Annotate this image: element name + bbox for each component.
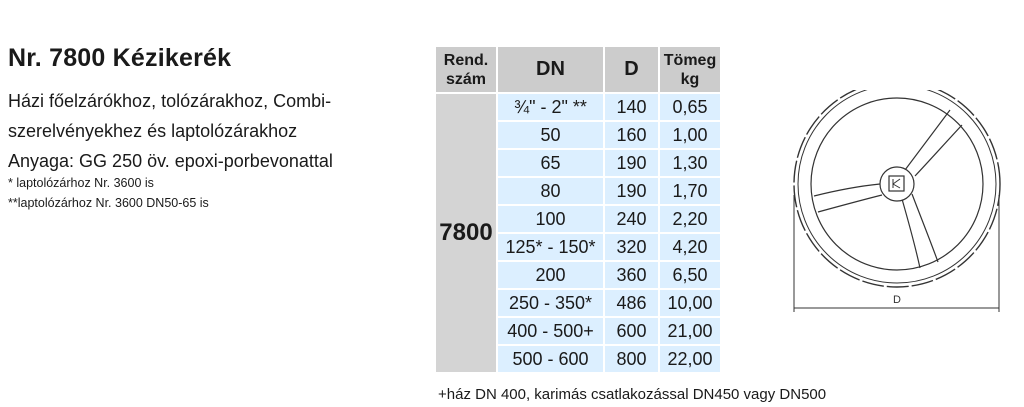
header-rend-line2: szám	[445, 70, 487, 88]
kg-cell: 6,50	[659, 261, 721, 289]
d-cell: 240	[604, 205, 659, 233]
header-tomeg-line2: kg	[680, 70, 700, 88]
wheel-hub	[880, 167, 914, 201]
description-line-3: Anyaga: GG 250 öv. epoxi-porbevonattal	[8, 151, 333, 171]
header-tomeg-line1: Tömeg	[663, 51, 717, 69]
header-dn: DN	[497, 47, 604, 93]
spoke-upper	[905, 110, 950, 170]
d-cell: 190	[604, 149, 659, 177]
header-d: D	[604, 47, 659, 93]
kg-cell: 21,00	[659, 317, 721, 345]
table-row	[436, 93, 721, 121]
dn-cell: 50	[497, 121, 604, 149]
kg-cell: 22,00	[659, 345, 721, 373]
footnote-double-star: **laptolózárhoz Nr. 3600 DN50-65 is	[8, 196, 209, 210]
kg-cell: 2,20	[659, 205, 721, 233]
dn-cell: 80	[497, 177, 604, 205]
description-line-1: Házi főelzárókhoz, tolózárakhoz, Combi-	[8, 91, 332, 111]
dn-cell: ¾" - 2" **	[497, 93, 604, 121]
spoke-left	[814, 184, 880, 196]
d-cell: 600	[604, 317, 659, 345]
kg-cell: 0,65	[659, 93, 721, 121]
table-header-row	[436, 47, 721, 93]
d-cell: 320	[604, 233, 659, 261]
dimension-label-d: D	[893, 294, 901, 306]
rend-szam-cell: 7800	[436, 93, 497, 373]
kg-cell: 1,00	[659, 121, 721, 149]
dn-cell: 500 - 600	[497, 345, 604, 373]
handwheel-drawing	[785, 90, 1010, 320]
d-cell: 160	[604, 121, 659, 149]
d-cell: 190	[604, 177, 659, 205]
footnote-single-star: * laptolózárhoz Nr. 3600 is	[8, 176, 154, 190]
dn-cell: 400 - 500+	[497, 317, 604, 345]
header-tomeg	[659, 47, 721, 93]
header-rend-szam	[436, 47, 497, 93]
kg-cell: 1,70	[659, 177, 721, 205]
dn-cell: 65	[497, 149, 604, 177]
dn-cell: 250 - 350*	[497, 289, 604, 317]
dn-cell: 200	[497, 261, 604, 289]
description-line-2: szerelvényekhez és laptolózárakhoz	[8, 121, 298, 141]
spoke-left-edge	[818, 195, 882, 212]
dn-cell: 100	[497, 205, 604, 233]
spec-table	[436, 47, 722, 374]
spoke-upper-edge	[915, 125, 962, 176]
kg-cell: 4,20	[659, 233, 721, 261]
d-cell: 140	[604, 93, 659, 121]
footer-note: +ház DN 400, karimás csatlakozással DN450 vagy DN500	[438, 386, 827, 403]
kg-cell: 1,30	[659, 149, 721, 177]
header-rend-line1: Rend.	[443, 51, 489, 69]
d-cell: 800	[604, 345, 659, 373]
dn-cell: 125* - 150*	[497, 233, 604, 261]
page-title: Nr. 7800 Kézikerék	[8, 44, 232, 72]
kg-cell: 10,00	[659, 289, 721, 317]
d-cell: 360	[604, 261, 659, 289]
d-cell: 486	[604, 289, 659, 317]
